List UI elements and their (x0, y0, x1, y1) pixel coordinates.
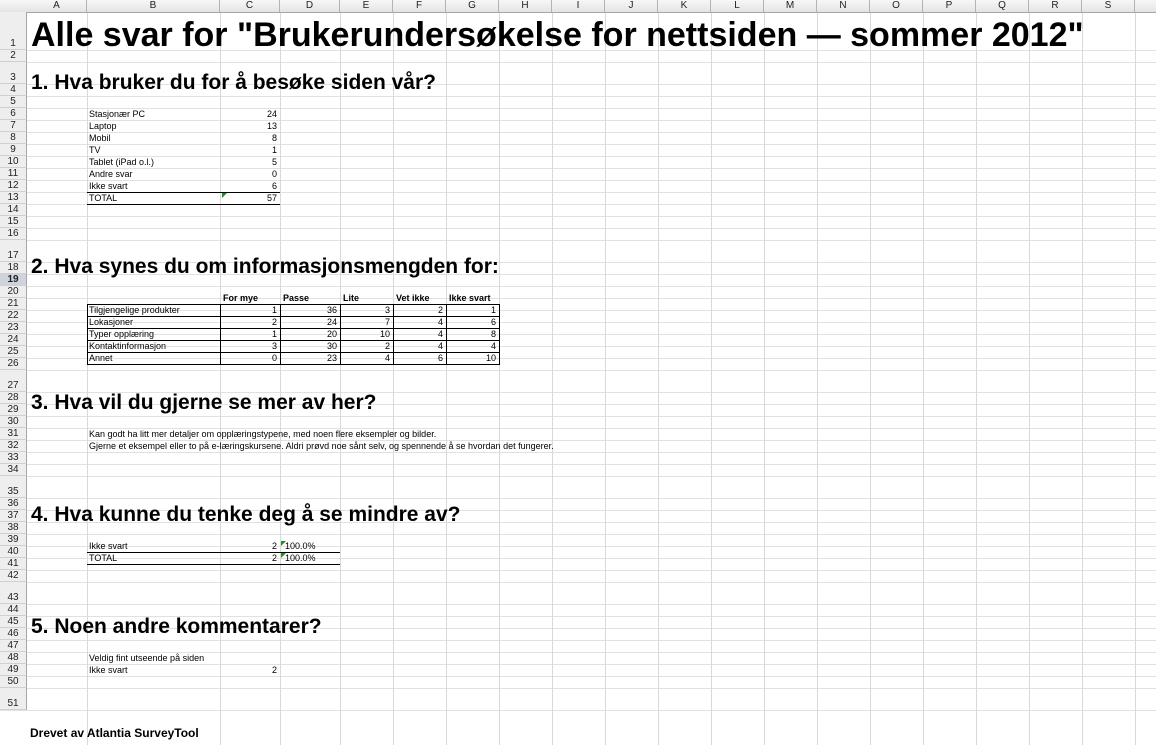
q2-border (340, 304, 341, 364)
q2-cell[interactable]: 4 (437, 341, 443, 351)
column-header-M[interactable]: M (764, 0, 817, 12)
gridline-horizontal (0, 346, 1156, 347)
q2-border (87, 340, 500, 341)
q2-border (87, 304, 88, 364)
gridline-horizontal (0, 558, 1156, 559)
row-header-50[interactable]: 50 (0, 676, 27, 688)
gridline-vertical (340, 0, 341, 745)
q1-row-label[interactable]: TV (89, 145, 101, 155)
row-header-11[interactable]: 11 (0, 168, 27, 180)
q2-cell[interactable]: 2 (437, 305, 443, 315)
q2-border (87, 304, 500, 305)
q2-border (446, 304, 447, 364)
row-header-20[interactable]: 20 (0, 286, 27, 298)
row-header-15[interactable]: 15 (0, 216, 27, 228)
row-header-39[interactable]: 39 (0, 534, 27, 546)
sheet-title[interactable]: Alle svar for "Brukerundersøkelse for nettsiden — sommer 2012" (31, 16, 1084, 54)
row-header-1[interactable]: 1 (0, 12, 27, 50)
q2-border (499, 304, 500, 364)
q1-row-value[interactable]: 6 (271, 181, 277, 191)
row-header-23[interactable]: 23 (0, 322, 27, 334)
q2-col-header[interactable]: Lite (343, 293, 360, 303)
row-header-49[interactable]: 49 (0, 664, 27, 676)
row-header-44[interactable]: 44 (0, 604, 27, 616)
gridline-horizontal (0, 582, 1156, 583)
gridline-horizontal (0, 416, 1156, 417)
q2-row-label[interactable]: Annet (89, 353, 113, 363)
column-header-O[interactable]: O (870, 0, 923, 12)
q3-answer[interactable]: Gjerne et eksempel eller to på e-læringskursene. Aldri prøvd noe sånt selv, og spennende å se hvordan det fungerer. (89, 441, 554, 451)
gridline-horizontal (0, 168, 1156, 169)
q1-row-value[interactable]: 24 (266, 109, 277, 119)
column-header-R[interactable]: R (1029, 0, 1082, 12)
row-header-3[interactable]: 3 (0, 62, 27, 84)
row-header-47[interactable]: 47 (0, 640, 27, 652)
q2-cell[interactable]: 30 (326, 341, 337, 351)
column-header-A[interactable]: A (27, 0, 87, 12)
gridline-horizontal (0, 498, 1156, 499)
column-header-K[interactable]: K (658, 0, 711, 12)
comment-indicator-icon (222, 193, 227, 198)
q2-col-header[interactable]: Passe (283, 293, 310, 303)
row-header-8[interactable]: 8 (0, 132, 27, 144)
gridline-vertical (499, 0, 500, 745)
row-header-9[interactable]: 9 (0, 144, 27, 156)
column-header-P[interactable]: P (923, 0, 976, 12)
gridline-vertical (764, 0, 765, 745)
column-header-D[interactable]: D (280, 0, 340, 12)
row-header-36[interactable]: 36 (0, 498, 27, 510)
row-header-29[interactable]: 29 (0, 404, 27, 416)
row-header-30[interactable]: 30 (0, 416, 27, 428)
q2-row-label[interactable]: Tilgjengelige produkter (89, 305, 180, 315)
gridline-horizontal (0, 358, 1156, 359)
gridline-horizontal (0, 546, 1156, 547)
gridline-horizontal (0, 216, 1156, 217)
gridline-vertical (976, 0, 977, 745)
q3-answer[interactable]: Kan godt ha litt mer detaljer om opplæringstypene, med noen flere eksempler og bilder. (89, 429, 437, 439)
q2-cell[interactable]: 7 (384, 317, 390, 327)
row-header-41[interactable]: 41 (0, 558, 27, 570)
q2-cell[interactable]: 3 (384, 305, 390, 315)
row-header-5[interactable]: 5 (0, 96, 27, 108)
row-header-27[interactable]: 27 (0, 370, 27, 392)
column-header-N[interactable]: N (817, 0, 870, 12)
column-header-C[interactable]: C (220, 0, 280, 12)
gridline-horizontal (0, 664, 1156, 665)
q2-cell[interactable]: 1 (271, 329, 277, 339)
q2-cell[interactable]: 6 (490, 317, 496, 327)
gridline-horizontal (0, 144, 1156, 145)
gridline-horizontal (0, 108, 1156, 109)
q2-row-label[interactable]: Lokasjoner (89, 317, 134, 327)
q2-border (393, 304, 394, 364)
q2-cell[interactable]: 4 (437, 329, 443, 339)
row-header-14[interactable]: 14 (0, 204, 27, 216)
gridline-horizontal (0, 476, 1156, 477)
gridline-horizontal (0, 240, 1156, 241)
q2-cell[interactable]: 2 (384, 341, 390, 351)
row-header-31[interactable]: 31 (0, 428, 27, 440)
row-header-4[interactable]: 4 (0, 84, 27, 96)
q1-row-value[interactable]: 8 (271, 133, 277, 143)
q4-total-value[interactable]: 2 (271, 553, 277, 563)
row-header-38[interactable]: 38 (0, 522, 27, 534)
q1-row-label[interactable]: Stasjonær PC (89, 109, 146, 119)
gridline-horizontal (0, 604, 1156, 605)
row-header-40[interactable]: 40 (0, 546, 27, 558)
q2-border (87, 352, 500, 353)
row-header-12[interactable]: 12 (0, 180, 27, 192)
q2-col-header[interactable]: Vet ikke (396, 293, 430, 303)
q4-total-border-top (87, 552, 340, 553)
row-header-51[interactable]: 51 (0, 688, 27, 710)
gridline-vertical (923, 0, 924, 745)
q4-total-pct[interactable]: 100.0% (285, 553, 316, 563)
q2-row-label[interactable]: Typer opplæring (89, 329, 155, 339)
row-header-7[interactable]: 7 (0, 120, 27, 132)
gridline-horizontal (0, 96, 1156, 97)
q4-total-border-bottom (87, 564, 340, 565)
q2-cell[interactable]: 4 (490, 341, 496, 351)
gridline-vertical (817, 0, 818, 745)
q1-row-label[interactable]: Andre svar (89, 169, 133, 179)
row-header-10[interactable]: 10 (0, 156, 27, 168)
q2-cell[interactable]: 10 (485, 353, 496, 363)
row-header-28[interactable]: 28 (0, 392, 27, 404)
q3-heading[interactable]: 3. Hva vil du gjerne se mer av her? (31, 391, 377, 414)
row-header-26[interactable]: 26 (0, 358, 27, 370)
q2-cell[interactable]: 4 (437, 317, 443, 327)
column-header-I[interactable]: I (552, 0, 605, 12)
row-header-18[interactable]: 18 (0, 262, 27, 274)
gridline-horizontal (0, 688, 1156, 689)
column-header-B[interactable]: B (87, 0, 220, 12)
comment-indicator-icon (281, 541, 286, 546)
gridline-horizontal (0, 322, 1156, 323)
row-header-21[interactable]: 21 (0, 298, 27, 310)
gridline-horizontal (0, 452, 1156, 453)
q2-row-label[interactable]: Kontaktinformasjon (89, 341, 167, 351)
gridline-horizontal (0, 334, 1156, 335)
row-header-48[interactable]: 48 (0, 652, 27, 664)
column-header-Q[interactable]: Q (976, 0, 1029, 12)
row-header-22[interactable]: 22 (0, 310, 27, 322)
q1-total-label[interactable]: TOTAL (89, 193, 118, 203)
row-header-33[interactable]: 33 (0, 452, 27, 464)
q4-heading[interactable]: 4. Hva kunne du tenke deg å se mindre av? (31, 503, 461, 526)
column-header-G[interactable]: G (446, 0, 499, 12)
gridline-horizontal (0, 286, 1156, 287)
q5-row-label[interactable]: Veldig fint utseende på siden (89, 653, 205, 663)
row-header-46[interactable]: 46 (0, 628, 27, 640)
q2-cell[interactable]: 2 (271, 317, 277, 327)
q4-row-label[interactable]: Ikke svart (89, 541, 128, 551)
gridline-vertical (552, 0, 553, 745)
gridline-horizontal (0, 464, 1156, 465)
q2-cell[interactable]: 0 (271, 353, 277, 363)
q2-col-header[interactable]: For mye (223, 293, 259, 303)
q2-cell[interactable]: 36 (326, 305, 337, 315)
row-header-24[interactable]: 24 (0, 334, 27, 346)
q1-total-border-bottom (87, 204, 280, 205)
q2-heading[interactable]: 2. Hva synes du om informasjonsmengden for: (31, 255, 499, 278)
q4-total-label[interactable]: TOTAL (89, 553, 118, 563)
gridline-horizontal (0, 370, 1156, 371)
gridline-horizontal (0, 676, 1156, 677)
gridline-horizontal (0, 534, 1156, 535)
row-header-17[interactable]: 17 (0, 240, 27, 262)
row-header-37[interactable]: 37 (0, 510, 27, 522)
q2-border (220, 304, 221, 364)
q2-cell[interactable]: 20 (326, 329, 337, 339)
q1-row-value[interactable]: 13 (266, 121, 277, 131)
q1-row-value[interactable]: 5 (271, 157, 277, 167)
q2-cell[interactable]: 1 (271, 305, 277, 315)
q2-cell[interactable]: 10 (379, 329, 390, 339)
q1-row-label[interactable]: Laptop (89, 121, 117, 131)
q1-row-label[interactable]: Mobil (89, 133, 111, 143)
row-header-16[interactable]: 16 (0, 228, 27, 240)
column-header-L[interactable]: L (711, 0, 764, 12)
row-header-25[interactable]: 25 (0, 346, 27, 358)
column-header-bar (0, 0, 1156, 13)
q5-row-value[interactable]: 2 (271, 665, 277, 675)
gridline-horizontal (0, 228, 1156, 229)
q1-total-value[interactable]: 57 (266, 193, 277, 203)
row-header-43[interactable]: 43 (0, 582, 27, 604)
q2-border (280, 304, 281, 364)
q5-heading[interactable]: 5. Noen andre kommentarer? (31, 615, 322, 638)
column-header-J[interactable]: J (605, 0, 658, 12)
q4-row-value[interactable]: 2 (271, 541, 277, 551)
row-header-13[interactable]: 13 (0, 192, 27, 204)
q1-row-label[interactable]: Ikke svart (89, 181, 128, 191)
gridline-horizontal (0, 298, 1156, 299)
q1-row-value[interactable]: 1 (271, 145, 277, 155)
row-header-2[interactable]: 2 (0, 50, 27, 62)
row-header-6[interactable]: 6 (0, 108, 27, 120)
q1-total-border-top (87, 192, 280, 193)
q2-cell[interactable]: 8 (490, 329, 496, 339)
column-header-H[interactable]: H (499, 0, 552, 12)
q2-cell[interactable]: 24 (326, 317, 337, 327)
footer-credit[interactable]: Drevet av Atlantia SurveyTool (30, 726, 199, 740)
row-header-32[interactable]: 32 (0, 440, 27, 452)
q1-heading[interactable]: 1. Hva bruker du for å besøke siden vår? (31, 71, 436, 94)
comment-indicator-icon (281, 553, 286, 558)
q2-cell[interactable]: 6 (437, 353, 443, 363)
row-header-19[interactable]: 19 (0, 274, 27, 286)
q2-cell[interactable]: 4 (384, 353, 390, 363)
gridline-horizontal (0, 120, 1156, 121)
gridline-vertical (870, 0, 871, 745)
q1-row-value[interactable]: 0 (271, 169, 277, 179)
q2-col-header[interactable]: Ikke svart (449, 293, 491, 303)
gridline-vertical (1029, 0, 1030, 745)
column-header-E[interactable]: E (340, 0, 393, 12)
gridline-vertical (658, 0, 659, 745)
column-header-F[interactable]: F (393, 0, 446, 12)
q2-border (87, 316, 500, 317)
q2-cell[interactable]: 23 (326, 353, 337, 363)
column-header-S[interactable]: S (1082, 0, 1135, 12)
q2-border (87, 328, 500, 329)
gridline-vertical (1135, 0, 1136, 745)
q2-cell[interactable]: 3 (271, 341, 277, 351)
gridline-vertical (446, 0, 447, 745)
gridline-vertical (605, 0, 606, 745)
row-header-35[interactable]: 35 (0, 476, 27, 498)
gridline-horizontal (0, 710, 1156, 711)
gridline-vertical (711, 0, 712, 745)
gridline-horizontal (0, 570, 1156, 571)
q2-border (87, 364, 500, 365)
gridline-vertical (1082, 0, 1083, 745)
gridline-vertical (393, 0, 394, 745)
row-header-45[interactable]: 45 (0, 616, 27, 628)
row-header-34[interactable]: 34 (0, 464, 27, 476)
q2-cell[interactable]: 1 (490, 305, 496, 315)
q5-row-label[interactable]: Ikke svart (89, 665, 128, 675)
gridline-horizontal (0, 132, 1156, 133)
gridline-horizontal (0, 180, 1156, 181)
q4-row-pct[interactable]: 100.0% (285, 541, 316, 551)
gridline-horizontal (0, 62, 1156, 63)
gridline-horizontal (0, 156, 1156, 157)
q1-row-label[interactable]: Tablet (iPad o.l.) (89, 157, 155, 167)
row-header-42[interactable]: 42 (0, 570, 27, 582)
gridline-horizontal (0, 640, 1156, 641)
